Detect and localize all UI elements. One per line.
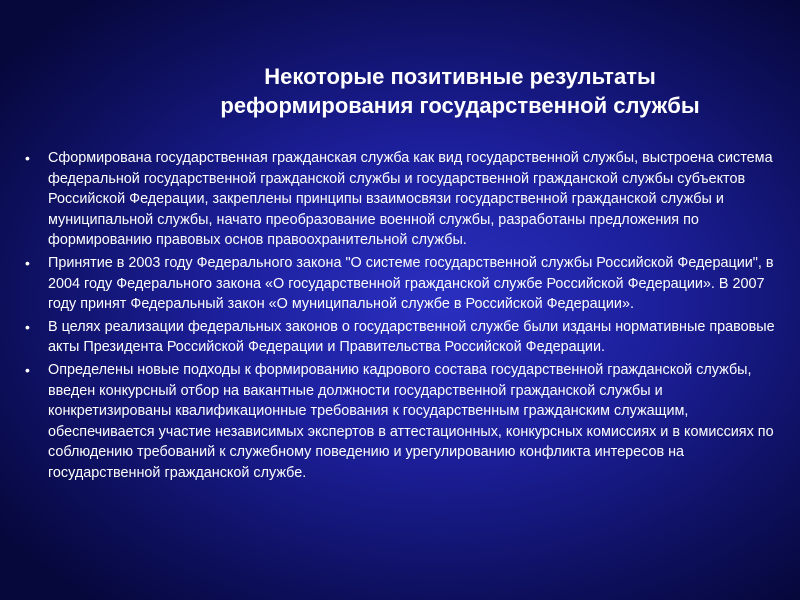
- bullet-list: [22, 148, 782, 486]
- bullet-icon: •: [25, 318, 30, 335]
- bullet-text: Определены новые подходы к формированию кадрового состава государственной гражданской службы, введен конкурсный отбор на вакантные должности государственной гражданской службы и конкретизированы квалификационные требования к государственным гражданским служащим, обеспечивается участие независимых экспертов в аттестационных, конкурсных комиссиях и в комиссиях по соблюдению требований к служебному поведению и урегулированию конфликта интересов на государственной гражданской службе.: [48, 361, 774, 481]
- bullet-text: Принятие в 2003 году Федерального закона "О системе государственной службы Российской Федерации", в 2004 году Федерального закона «О государственной гражданской службе Российской Федерации». В 2007 году принят Федеральный закон «О муниципальной службе в Российской Федерации».: [48, 254, 774, 313]
- bullet-item: [22, 148, 782, 251]
- bullet-icon: •: [25, 150, 30, 166]
- bullet-icon: •: [25, 254, 30, 271]
- bullet-text: Сформирована государственная гражданская служба как вид государственной службы, выстроена система федеральной государственной гражданской службы и государственной гражданской службы субъектов Российской Федерации, закреплены принципы взаимосвязи государственной гражданской службы и муниципальной службы, начато преобразование военной службы, разработаны предложения по формированию правовых основ правоохранительной службы.: [48, 150, 773, 249]
- slide-title-line-2: реформирования государственной службы: [220, 93, 700, 118]
- bullet-item: [22, 317, 782, 358]
- bullet-item: [22, 253, 782, 315]
- bullet-item: [22, 360, 782, 484]
- bullet-icon: •: [25, 361, 30, 378]
- slide-title-line-1: Некоторые позитивные результаты: [264, 64, 656, 89]
- bullet-text: В целях реализации федеральных законов о государственной службе были изданы нормативные правовые акты Президента Российской Федерации и Правительства Российской Федерации.: [48, 318, 775, 356]
- slide-title: [150, 62, 770, 120]
